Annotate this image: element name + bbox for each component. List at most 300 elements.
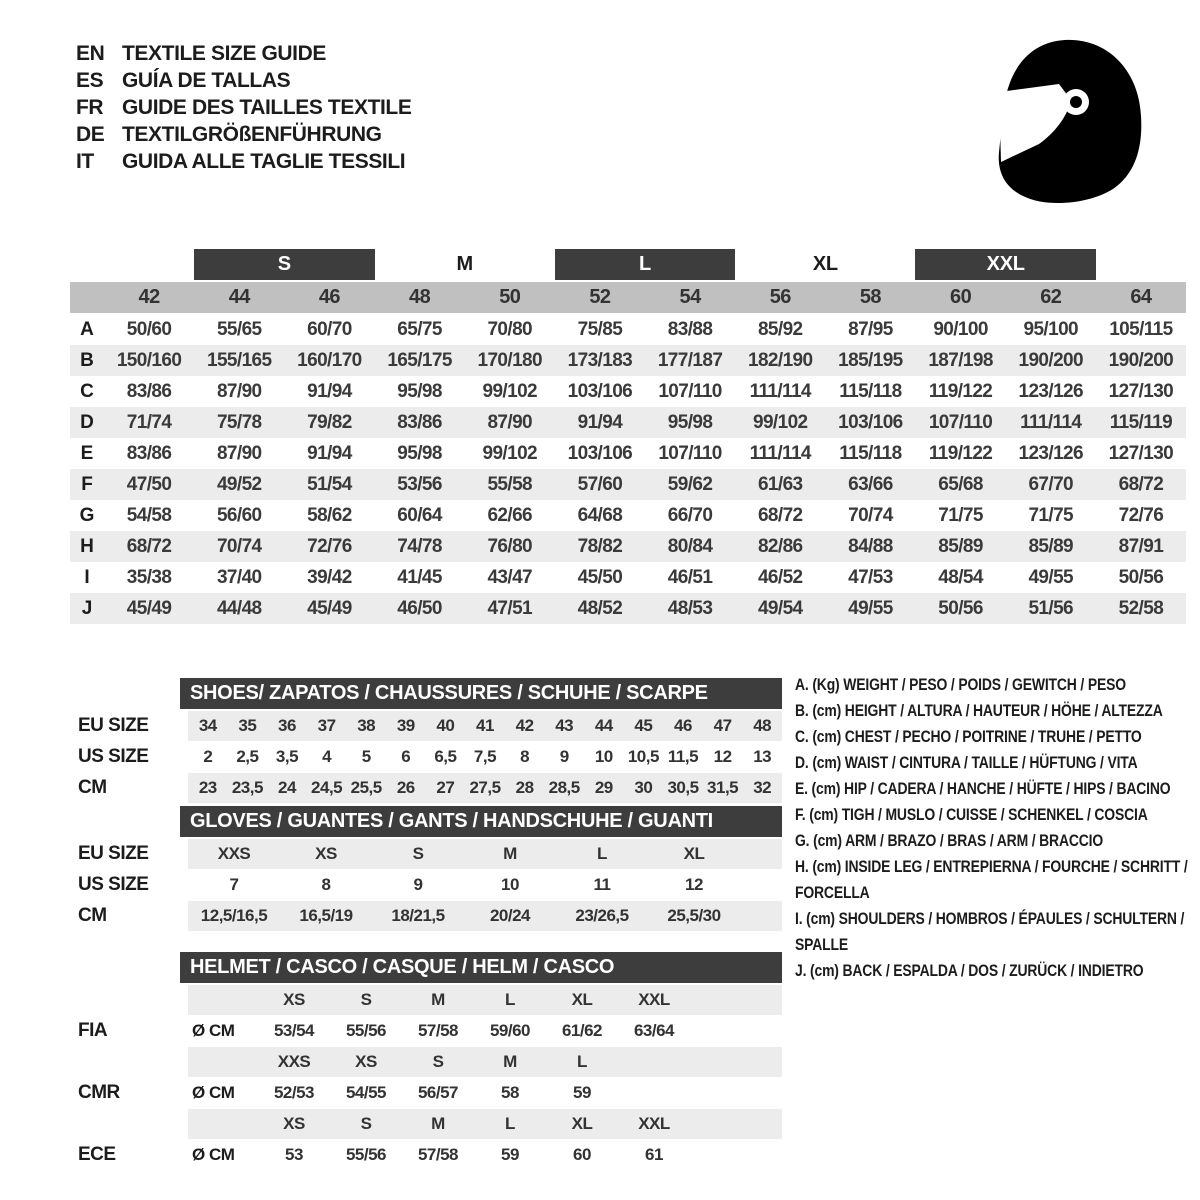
row-label: EU SIZE — [78, 843, 149, 864]
shoe-eu-size: 48 — [753, 716, 772, 735]
measurement-value: 45/49 — [126, 597, 172, 619]
guide-title: GUIDE DES TAILLES TEXTILE — [122, 96, 412, 119]
cell-band — [188, 985, 782, 1015]
helmet-size-label: S — [360, 990, 372, 1009]
glove-eu-size: XL — [683, 844, 705, 863]
shoe-cm-size: 27,5 — [469, 778, 501, 797]
table-row — [70, 1016, 782, 1046]
guide-title: TEXTILGRÖßENFÜHRUNG — [122, 123, 382, 146]
measurement-value: 103/106 — [567, 380, 633, 402]
shoe-cm-size: 30,5 — [667, 778, 699, 797]
measurement-row-b — [70, 345, 1186, 376]
measurement-value: 47/51 — [487, 597, 533, 619]
shoe-cm-size: 30 — [634, 778, 653, 797]
helmet-size-value: 58 — [501, 1083, 519, 1102]
cell-band — [188, 1078, 782, 1108]
helmet-size-value: 59 — [501, 1145, 519, 1164]
measurement-value: 119/122 — [928, 380, 993, 402]
glove-us-size: 8 — [321, 875, 331, 894]
measurement-value: 60/64 — [397, 504, 442, 526]
measurement-value: 55/58 — [487, 473, 533, 495]
size-band-l: L — [555, 249, 735, 280]
spacer-cell — [70, 282, 104, 313]
language-row — [76, 40, 411, 67]
measurement-value: 51/54 — [307, 473, 352, 495]
cell-band — [188, 711, 782, 741]
spacer-cell — [188, 1109, 258, 1139]
cell-band — [188, 1140, 782, 1170]
measurement-value: 107/110 — [658, 442, 722, 464]
row-label: CM — [78, 905, 107, 926]
helmet-size-label: M — [431, 990, 445, 1009]
measurement-value: 46/52 — [757, 566, 803, 588]
measurement-value: 70/74 — [216, 535, 262, 557]
size-number: 54 — [679, 286, 701, 308]
measurement-value: 72/76 — [307, 535, 352, 557]
measurement-value: 52/58 — [1118, 597, 1164, 619]
measurement-value: 54/58 — [126, 504, 172, 526]
measurement-value: 95/98 — [397, 380, 442, 402]
measurement-value: 83/86 — [397, 411, 442, 433]
measurement-value: 95/98 — [397, 442, 442, 464]
measurement-value: 72/76 — [1118, 504, 1164, 526]
shoe-us-size: 7,5 — [473, 747, 497, 766]
size-band-xxl: XXL — [915, 249, 1095, 280]
glove-eu-size: XS — [315, 844, 337, 863]
glove-eu-size: S — [412, 844, 424, 863]
helmet-size-label: XL — [571, 1114, 593, 1133]
shoe-eu-size: 45 — [634, 716, 653, 735]
cell-band — [188, 1109, 782, 1139]
shoe-eu-size: 34 — [198, 716, 217, 735]
cell-band — [188, 839, 782, 869]
measurement-value: 39/42 — [307, 566, 352, 588]
helmet-size-label: XS — [283, 990, 305, 1009]
shoe-cm-size: 27 — [436, 778, 455, 797]
measurement-value: 170/180 — [477, 349, 542, 371]
measurement-value: 70/74 — [848, 504, 893, 526]
measurement-value: 155/165 — [207, 349, 272, 371]
measurement-value: 123/126 — [1018, 442, 1083, 464]
legend-item: A. (Kg) WEIGHT / PESO / POIDS / GEWITCH / PESO — [795, 675, 1126, 694]
guide-title: TEXTILE SIZE GUIDE — [122, 42, 326, 65]
size-number: 42 — [138, 286, 160, 308]
measurement-value: 190/200 — [1018, 349, 1083, 371]
measurement-value: 99/102 — [482, 380, 537, 402]
spacer-cell — [188, 985, 258, 1015]
measurement-value: 48/52 — [577, 597, 623, 619]
measurement-value: 79/82 — [307, 411, 352, 433]
shoe-eu-size: 44 — [594, 716, 613, 735]
helmet-size-label: S — [432, 1052, 444, 1071]
helmet-size-value: 52/53 — [273, 1083, 315, 1102]
measurement-value: 41/45 — [397, 566, 442, 588]
row-label: US SIZE — [78, 874, 149, 895]
table-row — [70, 1109, 782, 1139]
row-label: US SIZE — [78, 746, 149, 767]
measurement-value: 150/160 — [116, 349, 182, 371]
helmet-size-value: 63/64 — [633, 1021, 675, 1040]
diameter-unit-label: Ø CM — [192, 1021, 235, 1040]
helmet-size-label: XS — [283, 1114, 305, 1133]
measurement-value: 60/70 — [307, 318, 352, 340]
measurement-value: 50/56 — [938, 597, 983, 619]
guide-title: GUÍA DE TALLAS — [122, 69, 291, 92]
legend-item: J. (cm) BACK / ESPALDA / DOS / ZURÜCK / INDIETRO — [795, 961, 1144, 980]
helmet-size-value: 57/58 — [417, 1021, 459, 1040]
measurement-value: 99/102 — [482, 442, 537, 464]
measurement-value: 127/130 — [1108, 442, 1174, 464]
measurement-value: 68/72 — [126, 535, 172, 557]
shoe-eu-size: 41 — [476, 716, 494, 735]
measurement-value: 37/40 — [216, 566, 262, 588]
helmet-size-value: 61/62 — [561, 1021, 603, 1040]
measurement-value: 56/60 — [216, 504, 262, 526]
legend-item: E. (cm) HIP / CADERA / HANCHE / HÜFTE / HIPS / BACINO — [795, 779, 1171, 798]
measurement-value: 111/114 — [749, 380, 811, 402]
size-number: 50 — [499, 286, 521, 308]
diameter-unit-label: Ø CM — [192, 1145, 235, 1164]
row-label: EU SIZE — [78, 715, 149, 736]
measurement-value: 115/119 — [1109, 411, 1173, 433]
shoe-us-size: 10,5 — [627, 747, 659, 766]
measurement-value: 177/187 — [657, 349, 723, 371]
measurement-value: 107/110 — [658, 380, 722, 402]
helmet-size-value: 57/58 — [417, 1145, 459, 1164]
shoe-us-size: 10 — [594, 747, 613, 766]
measurement-value: 57/60 — [577, 473, 623, 495]
measurement-value: 49/55 — [1028, 566, 1074, 588]
measurement-value: 44/48 — [216, 597, 262, 619]
cell-band — [188, 1047, 782, 1077]
measurement-value: 48/54 — [938, 566, 983, 588]
measurement-value: 66/70 — [667, 504, 713, 526]
measurement-value: 87/90 — [216, 380, 262, 402]
textile-size-table — [70, 249, 1186, 624]
shoe-cm-size: 25,5 — [350, 778, 382, 797]
shoe-us-size: 2,5 — [236, 747, 259, 766]
size-band-s: S — [194, 249, 374, 280]
measurement-row-h — [70, 531, 1186, 562]
size-number: 44 — [228, 286, 250, 308]
shoe-eu-size: 40 — [436, 716, 455, 735]
measurement-value: 71/74 — [126, 411, 172, 433]
measurement-value: 49/52 — [216, 473, 262, 495]
row-letter: E — [80, 442, 94, 464]
shoe-cm-size: 32 — [753, 778, 772, 797]
helmet-size-value: 53 — [285, 1145, 303, 1164]
shoe-cm-size: 31,5 — [707, 778, 739, 797]
measurement-value: 91/94 — [577, 411, 623, 433]
table-row — [70, 1140, 782, 1170]
language-title-list — [76, 40, 411, 175]
size-band-xl: XL — [812, 253, 838, 275]
helmet-size-value: 59/60 — [489, 1021, 531, 1040]
size-number: 56 — [769, 286, 791, 308]
helmet-size-label: M — [431, 1114, 445, 1133]
measurement-value: 187/198 — [928, 349, 993, 371]
helmet-size-value: 56/57 — [417, 1083, 459, 1102]
cell-band — [188, 742, 782, 772]
measurement-value: 99/102 — [752, 411, 808, 433]
helmet-size-label: L — [505, 1114, 515, 1133]
row-label — [70, 1109, 188, 1139]
shoe-us-size: 8 — [520, 747, 530, 766]
glove-eu-size: M — [503, 844, 517, 863]
row-letter: A — [80, 318, 94, 340]
row-label: CM — [78, 777, 107, 798]
shoe-cm-size: 29 — [594, 778, 613, 797]
measurement-value: 74/78 — [397, 535, 442, 557]
measurement-row-d — [70, 407, 1186, 438]
cell-band — [188, 901, 782, 931]
measurement-value: 185/195 — [838, 349, 903, 371]
language-row — [76, 148, 411, 175]
measurement-value: 78/82 — [577, 535, 623, 557]
helmet-size-label: XXL — [638, 1114, 670, 1133]
measurement-value: 49/55 — [848, 597, 893, 619]
measurement-value: 75/85 — [577, 318, 623, 340]
table-row — [70, 711, 782, 741]
measurement-value: 182/190 — [748, 349, 813, 371]
size-number: 64 — [1130, 286, 1152, 308]
gloves-header: GLOVES / GUANTES / GANTS / HANDSCHUHE / GUANTI — [180, 806, 782, 837]
measurement-value: 87/91 — [1118, 535, 1164, 557]
shoes-size-table — [70, 678, 782, 804]
size-number: 46 — [318, 286, 340, 308]
measurement-value: 71/75 — [938, 504, 983, 526]
measurement-value: 111/114 — [749, 442, 811, 464]
measurement-row-g — [70, 500, 1186, 531]
glove-us-size: 11 — [593, 875, 611, 894]
shoe-eu-size: 37 — [317, 716, 336, 735]
helmet-size-label: L — [577, 1052, 587, 1071]
size-number: 58 — [859, 286, 881, 308]
measurement-row-j — [70, 593, 1186, 624]
measurement-value: 51/56 — [1028, 597, 1074, 619]
row-letter: B — [80, 349, 94, 371]
table-row — [70, 773, 782, 803]
shoe-us-size: 13 — [753, 747, 772, 766]
row-label — [70, 1047, 188, 1077]
language-code: IT — [76, 150, 94, 173]
measurement-value: 35/38 — [126, 566, 172, 588]
row-letter: G — [79, 504, 95, 526]
shoe-us-size: 2 — [203, 747, 213, 766]
helmet-icon — [973, 26, 1163, 208]
row-letter: J — [81, 597, 93, 619]
size-number: 52 — [589, 286, 611, 308]
helmet-size-label: XXS — [277, 1052, 311, 1071]
shoe-eu-size: 39 — [396, 716, 415, 735]
measurement-value: 107/110 — [928, 411, 993, 433]
measurement-value: 65/68 — [938, 473, 983, 495]
measurement-value: 49/54 — [757, 597, 803, 619]
helmet-size-label: M — [503, 1052, 517, 1071]
measurement-value: 160/170 — [297, 349, 362, 371]
shoe-us-size: 12 — [713, 747, 732, 766]
shoe-us-size: 6 — [401, 747, 411, 766]
shoe-cm-size: 26 — [396, 778, 415, 797]
language-code: EN — [76, 42, 105, 65]
cell-band — [188, 773, 782, 803]
table-row — [70, 870, 782, 900]
legend-item: C. (cm) CHEST / PECHO / POITRINE / TRUHE / PETTO — [795, 727, 1142, 746]
measurement-value: 53/56 — [397, 473, 442, 495]
measurement-value: 123/126 — [1018, 380, 1083, 402]
measurement-value: 46/51 — [667, 566, 713, 588]
helmet-size-table — [70, 952, 782, 1171]
measurement-value: 68/72 — [757, 504, 803, 526]
glove-eu-size: L — [597, 844, 607, 863]
shoe-eu-size: 36 — [278, 716, 296, 735]
cell-band — [188, 1016, 782, 1046]
shoe-cm-size: 23,5 — [231, 778, 263, 797]
measurement-value: 103/106 — [838, 411, 903, 433]
table-row — [70, 1047, 782, 1077]
size-band-row — [70, 249, 1186, 280]
table-row — [70, 839, 782, 869]
size-band-m: M — [456, 253, 473, 275]
row-letter: C — [80, 380, 94, 402]
measurement-row-c — [70, 376, 1186, 407]
measurement-value: 62/66 — [487, 504, 533, 526]
diameter-unit-label: Ø CM — [192, 1083, 235, 1102]
measurement-value: 70/80 — [487, 318, 533, 340]
measurement-value: 103/106 — [567, 442, 633, 464]
language-row — [76, 67, 411, 94]
row-label — [70, 985, 188, 1015]
helmet-size-value: 54/55 — [345, 1083, 387, 1102]
measurement-value: 55/65 — [216, 318, 262, 340]
guide-title: GUIDA ALLE TAGLIE TESSILI — [122, 150, 406, 173]
legend-item: D. (cm) WAIST / CINTURA / TAILLE / HÜFTUNG / VITA — [795, 753, 1138, 772]
measurement-value: 85/92 — [757, 318, 803, 340]
glove-us-size: 7 — [229, 875, 239, 894]
row-letter: F — [81, 473, 93, 495]
shoe-us-size: 3,5 — [275, 747, 299, 766]
shoe-us-size: 6,5 — [434, 747, 457, 766]
language-code: ES — [76, 69, 104, 92]
shoe-eu-size: 42 — [515, 716, 534, 735]
measurement-value: 83/86 — [126, 380, 172, 402]
measurement-value: 59/62 — [667, 473, 713, 495]
measurement-value: 105/115 — [1109, 318, 1173, 340]
helmet-size-value: 61 — [645, 1145, 663, 1164]
numeric-size-row — [70, 282, 1186, 313]
shoe-cm-size: 24,5 — [311, 778, 343, 797]
helmet-size-value: 60 — [573, 1145, 591, 1164]
shoe-cm-size: 23 — [198, 778, 217, 797]
measurement-row-f — [70, 469, 1186, 500]
measurement-value: 67/70 — [1028, 473, 1074, 495]
spacer-cell — [188, 1047, 258, 1077]
row-letter: H — [80, 535, 94, 557]
measurement-value: 61/63 — [757, 473, 803, 495]
shoe-cm-size: 28,5 — [548, 778, 580, 797]
measurement-row-i — [70, 562, 1186, 593]
measurement-value: 87/95 — [848, 318, 893, 340]
glove-cm-size: 16,5/19 — [299, 906, 353, 925]
shoe-us-size: 5 — [361, 747, 371, 766]
measurement-value: 85/89 — [1028, 535, 1074, 557]
measurement-value: 190/200 — [1108, 349, 1174, 371]
shoe-eu-size: 46 — [674, 716, 692, 735]
measurement-value: 91/94 — [307, 380, 352, 402]
measurement-value: 45/49 — [307, 597, 352, 619]
gloves-size-table — [70, 806, 782, 932]
measurement-value: 83/88 — [667, 318, 713, 340]
measurement-value: 76/80 — [487, 535, 533, 557]
legend-item: H. (cm) INSIDE LEG / ENTREPIERNA / FOURCHE / SCHRITT / FORCELLA — [795, 857, 1188, 902]
glove-eu-size: XXS — [217, 844, 251, 863]
measurement-value: 45/50 — [577, 566, 623, 588]
helmet-size-label: XS — [355, 1052, 377, 1071]
shoe-eu-size: 47 — [713, 716, 732, 735]
glove-cm-size: 20/24 — [489, 906, 531, 925]
helmet-size-value: 53/54 — [273, 1021, 315, 1040]
standard-label: FIA — [78, 1020, 108, 1041]
shoe-cm-size: 24 — [278, 778, 296, 797]
measurement-value: 82/86 — [757, 535, 803, 557]
measurement-value: 50/56 — [1118, 566, 1164, 588]
row-letter: I — [84, 566, 90, 588]
measurement-value: 71/75 — [1028, 504, 1074, 526]
measurement-value: 47/53 — [848, 566, 893, 588]
legend-item: B. (cm) HEIGHT / ALTURA / HAUTEUR / HÖHE / ALTEZZA — [795, 701, 1163, 720]
measurement-value: 111/114 — [1020, 411, 1082, 433]
measurement-value: 85/89 — [938, 535, 983, 557]
measurement-value: 84/88 — [848, 535, 893, 557]
measurement-value: 127/130 — [1108, 380, 1174, 402]
helmet-size-label: S — [360, 1114, 372, 1133]
helmet-size-value: 59 — [573, 1083, 591, 1102]
glove-us-size: 10 — [501, 875, 519, 894]
helmet-size-value: 55/56 — [345, 1145, 387, 1164]
measurement-value: 47/50 — [126, 473, 172, 495]
standard-label: ECE — [78, 1144, 116, 1165]
measurement-value: 165/175 — [387, 349, 452, 371]
measurement-rows — [70, 314, 1186, 624]
helmet-size-label: L — [505, 990, 515, 1009]
glove-us-size: 12 — [685, 875, 703, 894]
table-row — [70, 901, 782, 931]
glove-cm-size: 23/26,5 — [575, 906, 629, 925]
measurement-value: 119/122 — [928, 442, 993, 464]
glove-us-size: 9 — [413, 875, 423, 894]
legend-item: F. (cm) TIGH / MUSLO / CUISSE / SCHENKEL / COSCIA — [795, 805, 1148, 824]
shoe-us-size: 11,5 — [667, 747, 699, 766]
shoe-eu-size: 38 — [357, 716, 376, 735]
measurement-value: 173/183 — [567, 349, 633, 371]
measurement-value: 115/118 — [839, 380, 902, 402]
row-letter: D — [80, 411, 94, 433]
table-row — [70, 1078, 782, 1108]
shoe-us-size: 4 — [322, 747, 332, 766]
size-number: 62 — [1040, 286, 1062, 308]
helmet-size-label: XL — [571, 990, 593, 1009]
language-code: FR — [76, 96, 104, 119]
measurement-row-a — [70, 314, 1186, 345]
size-number: 60 — [950, 286, 972, 308]
language-row — [76, 121, 411, 148]
glove-cm-size: 12,5/16,5 — [200, 906, 268, 925]
measurement-value: 63/66 — [848, 473, 893, 495]
shoe-eu-size: 35 — [238, 716, 257, 735]
shoe-us-size: 9 — [559, 747, 569, 766]
glove-cm-size: 25,5/30 — [667, 906, 721, 925]
helmet-size-value: 55/56 — [345, 1021, 387, 1040]
